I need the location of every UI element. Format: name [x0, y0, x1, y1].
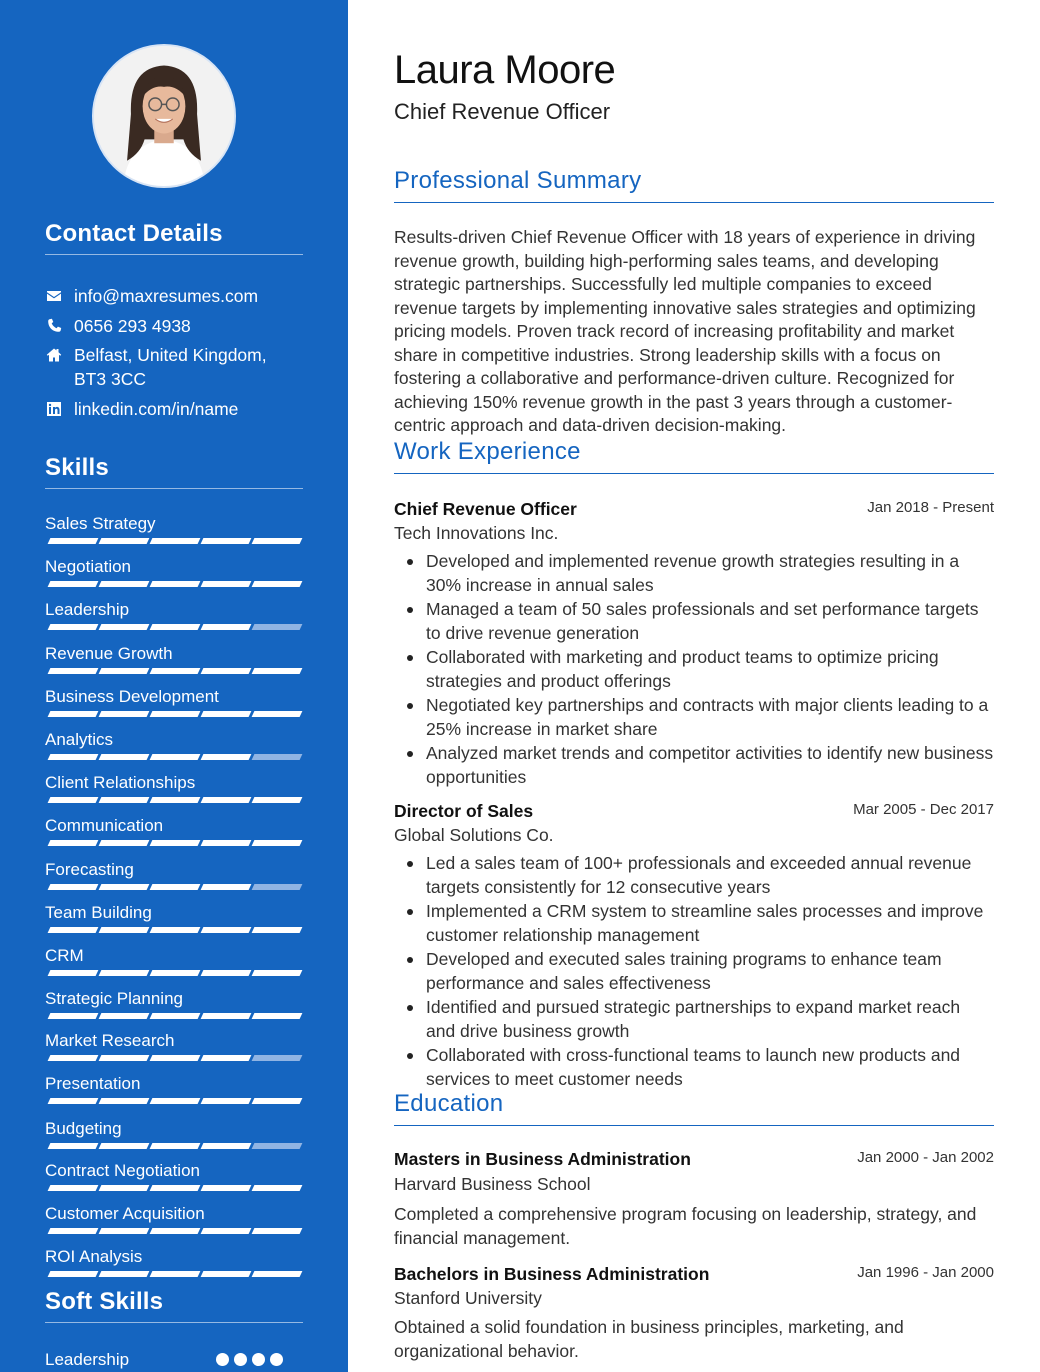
skill-level-segment-filled [150, 668, 201, 674]
skill-level-segment-filled [150, 1143, 201, 1149]
skill-level-bar [45, 1055, 303, 1061]
skill-level-segment-filled [150, 581, 201, 587]
education-header [394, 1147, 994, 1196]
skill-level-segment-empty [252, 884, 303, 890]
skill-level-segment-filled [201, 1098, 252, 1104]
skill-level-bar [45, 1271, 303, 1277]
skill-level-segment-filled [99, 668, 150, 674]
skill-level-bar [45, 581, 303, 587]
rating-dot [234, 1353, 247, 1366]
summary-text: Results-driven Chief Revenue Officer with 18 years of experience in driving revenue growth, building high-performing sales teams, and developing strategic partnerships. Successfully led multiple companies to exceed revenue targets by implementing innovative sales strategies and optimizing pricing models. Proven track record of increasing profitability and market share in competitive industries. Strong leadership skills with a focus on fostering a collaborative and performance-driven culture. Recognized for achieving 150% revenue growth in the past 3 years through a customer-centric approach and data-driven decision-making. [394, 227, 976, 435]
skill-level-segment-filled [150, 1185, 201, 1191]
job-bullet: Collaborated with cross-functional teams to launch new products and services to meet customer needs [426, 1044, 994, 1091]
skill-level-segment-filled [252, 1228, 303, 1234]
job-bullet: Managed a team of 50 sales professionals and set performance targets to drive revenue generation [426, 598, 994, 645]
skill-level-segment-filled [99, 624, 150, 630]
skill-label: Client Relationships [45, 773, 196, 792]
skill-level-segment-filled [150, 840, 201, 846]
skill-item [45, 988, 303, 1028]
skill-label: Revenue Growth [45, 644, 173, 663]
skill-label: Strategic Planning [45, 989, 183, 1008]
skill-level-bar [45, 840, 303, 846]
skill-level-bar [45, 927, 303, 933]
skill-level-segment-filled [252, 797, 303, 803]
skill-level-segment-filled [99, 1143, 150, 1149]
skill-level-segment-filled [252, 711, 303, 717]
skill-level-segment-filled [99, 754, 150, 760]
rating-dot [270, 1353, 283, 1366]
skill-level-bar [45, 711, 303, 717]
skill-level-segment-filled [252, 1271, 303, 1277]
skill-level-segment-filled [201, 927, 252, 933]
skill-level-segment-filled [150, 1055, 201, 1061]
job-bullet: Developed and executed sales training programs to enhance team performance and sales effectiveness [426, 948, 994, 995]
skill-label: ROI Analysis [45, 1247, 143, 1266]
skill-level-segment-filled [150, 1228, 201, 1234]
skill-level-segment-filled [150, 1098, 201, 1104]
contact-phone-text: 0656 293 4938 [74, 316, 191, 336]
school-name: Stanford University [394, 1288, 542, 1308]
skill-item [45, 815, 303, 855]
address-line-2: BT3 3CC [74, 369, 146, 389]
job-bullet: Analyzed market trends and competitor activities to identify new business opportunities [426, 742, 994, 789]
skill-level-bar [45, 1098, 303, 1104]
skill-item [45, 513, 303, 553]
job-company: Tech Innovations Inc. [394, 523, 559, 543]
school-name: Harvard Business School [394, 1174, 591, 1194]
skill-level-segment-filled [99, 581, 150, 587]
skill-level-segment-filled [48, 711, 99, 717]
skill-label: Business Development [45, 687, 219, 706]
skill-level-segment-empty [252, 1143, 303, 1149]
education-description: Completed a comprehensive program focusing on leadership, strategy, and financial management. [394, 1204, 977, 1248]
skill-level-segment-filled [48, 1098, 99, 1104]
skill-level-segment-filled [99, 1185, 150, 1191]
skill-level-bar [45, 1013, 303, 1019]
skill-level-segment-filled [150, 797, 201, 803]
contact-address-text [74, 343, 267, 391]
summary-heading: Professional Summary [394, 166, 994, 203]
skill-level-segment-filled [99, 970, 150, 976]
profile-photo [92, 44, 236, 188]
contact-email-text: info@maxresumes.com [74, 286, 259, 306]
skill-level-segment-filled [150, 538, 201, 544]
skill-level-segment-filled [150, 1013, 201, 1019]
job-title: Chief Revenue Officer [394, 499, 577, 519]
education-date: Jan 1996 - Jan 2000 [857, 1264, 994, 1281]
skill-item [45, 686, 303, 726]
skill-level-segment-filled [99, 840, 150, 846]
skill-item [45, 772, 303, 812]
skill-level-segment-filled [99, 884, 150, 890]
rating-dot [216, 1353, 229, 1366]
skill-level-segment-filled [48, 624, 99, 630]
skill-level-segment-filled [252, 1013, 303, 1019]
skill-item [45, 1246, 303, 1286]
skill-label: Team Building [45, 903, 152, 922]
skill-level-segment-filled [48, 840, 99, 846]
skill-level-segment-filled [48, 884, 99, 890]
skill-level-segment-filled [201, 1271, 252, 1277]
skill-level-segment-filled [48, 1271, 99, 1277]
skill-label: Negotiation [45, 557, 132, 576]
skill-level-segment-filled [252, 927, 303, 933]
skill-level-segment-empty [252, 624, 303, 630]
skill-level-segment-filled [48, 1013, 99, 1019]
education-header [394, 1262, 994, 1310]
skill-level-segment-filled [201, 581, 252, 587]
skill-item [45, 902, 303, 942]
skill-level-segment-filled [48, 1143, 99, 1149]
rating-dot [252, 1353, 265, 1366]
skill-level-bar [45, 1143, 303, 1149]
skill-level-segment-filled [48, 797, 99, 803]
job-header [394, 799, 994, 847]
soft-skill-item [45, 1348, 303, 1372]
skill-item [45, 643, 303, 683]
skill-level-segment-filled [252, 1098, 303, 1104]
skill-level-segment-filled [150, 754, 201, 760]
skill-level-segment-filled [99, 1228, 150, 1234]
soft-skill-label: Leadership [45, 1350, 130, 1369]
job-bullet: Negotiated key partnerships and contracts with major clients leading to a 25% increase in market share [426, 694, 994, 741]
skill-item [45, 1160, 303, 1200]
skill-level-segment-filled [201, 538, 252, 544]
skill-level-segment-filled [201, 1143, 252, 1149]
skill-label: Customer Acquisition [45, 1204, 205, 1223]
skill-level-bar [45, 1185, 303, 1191]
skill-label: CRM [45, 946, 84, 965]
skill-level-segment-filled [48, 668, 99, 674]
skill-item [45, 1073, 303, 1113]
job-title: Director of Sales [394, 801, 534, 821]
home-icon [45, 343, 63, 367]
skill-level-segment-filled [201, 711, 252, 717]
skill-item [45, 945, 303, 985]
skill-level-segment-filled [48, 1055, 99, 1061]
job-bullet: Collaborated with marketing and product teams to optimize pricing strategies and product offerings [426, 646, 994, 693]
skill-level-segment-filled [201, 668, 252, 674]
contact-heading: Contact Details [45, 220, 303, 255]
skill-level-segment-filled [201, 1055, 252, 1061]
skill-level-segment-filled [99, 927, 150, 933]
job-date: Jan 2018 - Present [867, 499, 994, 516]
job-bullet: Implemented a CRM system to streamline sales processes and improve customer relationship management [426, 900, 994, 947]
skill-level-segment-filled [201, 970, 252, 976]
skill-level-bar [45, 538, 303, 544]
contact-address [45, 343, 315, 391]
skill-level-segment-filled [99, 1271, 150, 1277]
skill-level-segment-filled [48, 927, 99, 933]
job-bullets [426, 550, 994, 790]
skill-level-segment-filled [252, 668, 303, 674]
skill-label: Market Research [45, 1031, 175, 1050]
skill-level-bar [45, 668, 303, 674]
skill-level-bar [45, 797, 303, 803]
skill-level-segment-filled [99, 538, 150, 544]
skill-label: Presentation [45, 1074, 141, 1093]
skill-item [45, 1118, 303, 1158]
skill-level-bar [45, 884, 303, 890]
contact-linkedin-text: linkedin.com/in/name [74, 399, 239, 419]
skill-level-bar [45, 624, 303, 630]
job-date: Mar 2005 - Dec 2017 [853, 801, 994, 818]
skill-level-segment-filled [201, 884, 252, 890]
skill-level-segment-filled [252, 840, 303, 846]
skill-level-segment-filled [150, 711, 201, 717]
skill-level-segment-filled [150, 927, 201, 933]
skill-level-segment-filled [252, 538, 303, 544]
job-company: Global Solutions Co. [394, 825, 554, 845]
skill-level-segment-filled [150, 1271, 201, 1277]
education-heading: Education [394, 1089, 994, 1126]
skill-level-segment-empty [252, 754, 303, 760]
job-bullet: Led a sales team of 100+ professionals and exceeded annual revenue targets consistently for 12 consecutive years [426, 852, 994, 899]
degree-title: Masters in Business Administration [394, 1149, 691, 1169]
skill-label: Analytics [45, 730, 114, 749]
sidebar [0, 0, 348, 1372]
skill-level-segment-filled [48, 1185, 99, 1191]
skill-level-segment-filled [150, 970, 201, 976]
soft-skill-rating [216, 1353, 283, 1366]
skill-level-segment-filled [150, 884, 201, 890]
skill-level-segment-filled [201, 624, 252, 630]
skill-item [45, 859, 303, 899]
skill-level-segment-filled [201, 840, 252, 846]
skill-item [45, 556, 303, 596]
envelope-icon [45, 284, 63, 308]
skill-item [45, 599, 303, 639]
skill-level-segment-filled [252, 970, 303, 976]
skill-item [45, 1203, 303, 1243]
skills-heading: Skills [45, 454, 303, 489]
skill-level-segment-filled [48, 1228, 99, 1234]
skill-level-segment-filled [99, 1013, 150, 1019]
skill-level-segment-filled [201, 754, 252, 760]
skill-level-segment-filled [99, 797, 150, 803]
degree-title: Bachelors in Business Administration [394, 1264, 710, 1284]
skill-label: Budgeting [45, 1119, 122, 1138]
skill-level-segment-filled [252, 1185, 303, 1191]
job-bullet: Developed and implemented revenue growth strategies resulting in a 30% increase in annual sales [426, 550, 994, 597]
skill-level-segment-filled [99, 1055, 150, 1061]
phone-icon [45, 314, 63, 338]
job-bullets [426, 852, 994, 1092]
contact-phone[interactable] [45, 314, 315, 338]
education-description: Obtained a solid foundation in business principles, marketing, and organizational behavior. [394, 1317, 904, 1361]
skill-level-segment-filled [201, 797, 252, 803]
skill-level-segment-filled [99, 1098, 150, 1104]
skill-label: Leadership [45, 600, 130, 619]
skill-level-segment-filled [252, 581, 303, 587]
skill-label: Communication [45, 816, 164, 835]
skill-level-bar [45, 754, 303, 760]
skill-level-segment-filled [150, 624, 201, 630]
skill-level-segment-filled [99, 711, 150, 717]
address-line-1: Belfast, United Kingdom, [74, 345, 267, 365]
skill-item [45, 729, 303, 769]
skill-label: Forecasting [45, 860, 134, 879]
person-name: Laura Moore [394, 48, 616, 92]
skill-level-bar [45, 1228, 303, 1234]
job-bullet: Identified and pursued strategic partnerships to expand market reach and drive business growth [426, 996, 994, 1043]
education-date: Jan 2000 - Jan 2002 [857, 1149, 994, 1166]
linkedin-icon [45, 397, 63, 421]
skill-level-segment-filled [201, 1185, 252, 1191]
person-title: Chief Revenue Officer [394, 99, 611, 124]
skill-level-segment-filled [48, 754, 99, 760]
skill-level-segment-filled [201, 1013, 252, 1019]
skill-item [45, 1030, 303, 1070]
job-header [394, 497, 994, 545]
skill-level-segment-filled [48, 538, 99, 544]
contact-linkedin[interactable] [45, 397, 315, 421]
skill-label: Sales Strategy [45, 514, 156, 533]
skill-level-bar [45, 970, 303, 976]
experience-heading: Work Experience [394, 437, 994, 474]
skill-level-segment-filled [48, 581, 99, 587]
skill-level-segment-empty [252, 1055, 303, 1061]
skill-level-segment-filled [201, 1228, 252, 1234]
contact-email[interactable] [45, 284, 315, 308]
skill-level-segment-filled [48, 970, 99, 976]
skill-label: Contract Negotiation [45, 1161, 200, 1180]
soft-skills-heading: Soft Skills [45, 1288, 303, 1323]
